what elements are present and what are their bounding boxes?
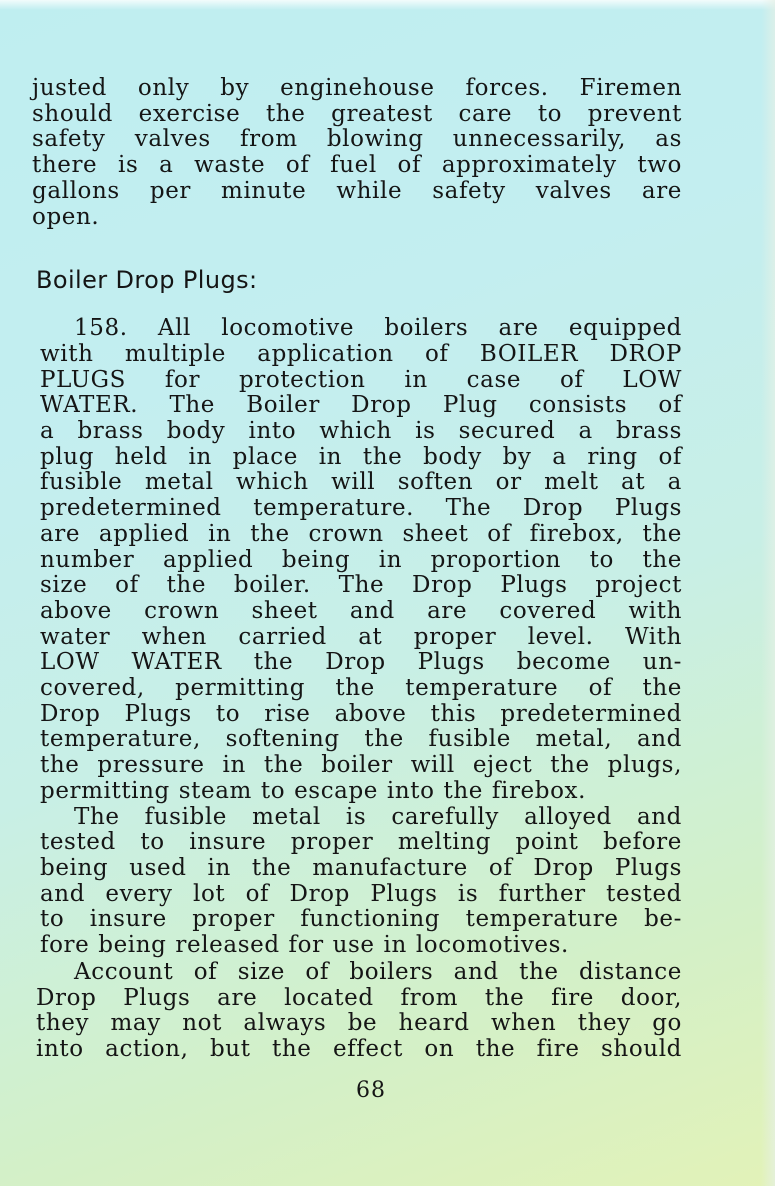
text-line: above crown sheet and are covered with: [40, 597, 682, 624]
text-line: size of the boiler. The Drop Plugs project: [40, 572, 682, 599]
text-line: fusible metal which will soften or melt at a: [40, 469, 682, 496]
text-line: WATER. The Boiler Drop Plug consists of: [40, 392, 682, 419]
text-line: 158. All locomotive boilers are equipped: [74, 315, 682, 342]
text-line: justed only by enginehouse forces. Firemen: [32, 75, 682, 101]
text-line: the pressure in the boiler will eject the plugs,: [40, 752, 682, 779]
text-line: PLUGS for protection in case of LOW: [40, 366, 682, 393]
text-line: they may not always be heard when they go: [36, 1010, 682, 1037]
text-line: water when carried at proper level. With: [40, 623, 682, 650]
text-line: number applied being in proportion to the: [40, 546, 682, 573]
text-line: Drop Plugs to rise above this predetermined: [40, 700, 682, 727]
page-top-edge: [0, 0, 775, 10]
intro-paragraph: [32, 76, 682, 230]
text-line: tested to insure proper melting point before: [40, 829, 682, 856]
text-line: should exercise the greatest care to prevent: [32, 100, 682, 127]
page-number: 68: [356, 1078, 386, 1103]
text-line: Account of size of boilers and the distance: [74, 958, 682, 985]
text-line: plug held in place in the body by a ring of: [40, 443, 682, 470]
text-line: Drop Plugs are located from the fire door,: [36, 984, 682, 1011]
page-edge: [761, 0, 775, 1186]
text-line: temperature, softening the fusible metal, and: [40, 726, 682, 753]
fusible-metal-paragraph: [32, 805, 682, 959]
text-line: LOW WATER the Drop Plugs become un-: [40, 649, 682, 676]
text-line: predetermined temperature. The Drop Plugs: [40, 495, 682, 522]
text-line: and every lot of Drop Plugs is further tested: [40, 880, 682, 907]
text-line: a brass body into which is secured a brass: [40, 418, 682, 445]
text-line: gallons per minute while safety valves are: [32, 177, 682, 204]
text-line: The fusible metal is carefully alloyed and: [74, 803, 682, 830]
account-paragraph: [32, 960, 682, 1063]
text-line: to insure proper functioning temperature be-: [40, 906, 682, 933]
book-page: [32, 76, 682, 1063]
text-line: safety valves from blowing unnecessarily, as: [32, 126, 682, 153]
text-line: being used in the manufacture of Drop Plugs: [40, 854, 682, 881]
text-line: open.: [32, 203, 100, 230]
paragraph-158: [32, 316, 682, 804]
text-line: there is a waste of fuel of approximately two: [32, 152, 682, 179]
text-line: permitting steam to escape into the firebox.: [40, 777, 587, 804]
text-line: into action, but the effect on the fire should: [36, 1035, 682, 1062]
text-line: are applied in the crown sheet of firebox, the: [40, 520, 682, 547]
text-line: fore being released for use in locomotives.: [40, 932, 569, 959]
text-line: covered, permitting the temperature of the: [40, 675, 682, 702]
text-line: with multiple application of BOILER DROP: [40, 340, 682, 367]
section-heading: Boiler Drop Plugs:: [36, 266, 258, 295]
